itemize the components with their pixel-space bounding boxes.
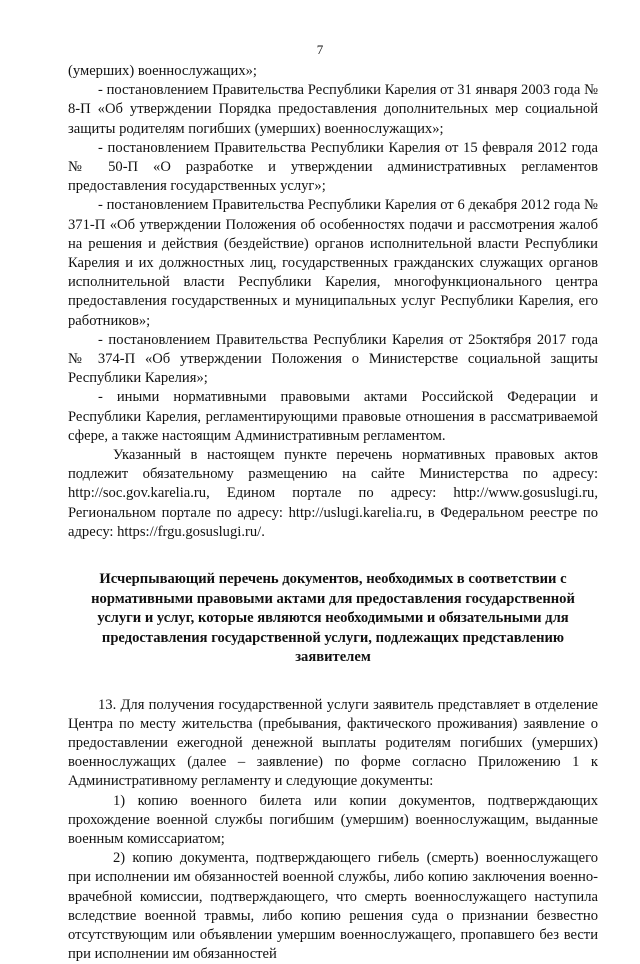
- list-item: 2) копию документа, подтверждающего гибель (смерть) военнослужащего при исполнении им обязанностей военной службы, либо копию заключения военно-врачебной комиссии, подтверждающего, что смерть военнослужащего наступила вследствие военной травмы, либо копию решения суда о признании безвестно отсутствующим или объявлении умершим военнослужащего, пропавшего без вести при исполнении им обязанностей: [68, 850, 598, 963]
- paragraph: - постановлением Правительства Республики Карелия от 15 февраля 2012 года № 50-П «О разработке и утверждении административных регламентов предоставления государственных услуг»;: [68, 139, 598, 195]
- list-item: 1) копию военного билета или копии документов, подтверждающих прохождение военной службы погибшим (умершим) военнослужащим, выданные военным комиссариатом;: [68, 792, 598, 847]
- paragraph: - постановлением Правительства Республики Карелия от 25октября 2017 года № 374-П «Об утверждении Положения о Министерстве социальной защиты Республики Карелия»;: [68, 331, 598, 387]
- paragraph: - иными нормативными правовыми актами Российской Федерации и Республики Карелия, регламентирующими правовые отношения в рассматриваемой сфере, а также настоящим Административным регламентом.: [68, 389, 598, 444]
- paragraph: 13. Для получения государственной услуги заявитель представляет в отделение Центра по месту жительства (пребывания, фактического проживания) заявление о предоставлении ежегодной денежной выплаты родителям погибших (умерших) военнослужащих (далее – заявление) по форме согласно Приложению 1 к Административному регламенту и следующие документы:: [68, 696, 598, 790]
- paragraph: Указанный в настоящем пункте перечень нормативных правовых актов подлежит обязательному размещению на сайте Министерства по адресу: http://soc.gov.karelia.ru, Едином портале по адресу: http://www.gosuslugi.ru, Региональном портале по адресу: http://uslugi.karelia.ru, в Федеральном реестре по адресу: https://frgu.gosuslugi.ru/.: [68, 447, 598, 540]
- document-body: [68, 62, 598, 964]
- paragraph: - постановлением Правительства Республики Карелия от 31 января 2003 года № 8-П «Об утверждении Порядка предоставления дополнительных мер социальной защиты родителям погибших (умерших) военнослужащих»;: [68, 82, 598, 137]
- paragraph: - постановлением Правительства Республики Карелия от 6 декабря 2012 года № 371-П «Об утверждении Положения об особенностях подачи и рассмотрения жалоб на решения и действия (бездействие) органов исполнительной власти Республики Карелия и их должностных лиц, государственных гражданских служащих органов исполнительной власти Республики Карелия, многофункционального центра предоставления государственных и муниципальных услуг Республики Карелия, его работников»;: [68, 197, 598, 329]
- section-heading: Исчерпывающий перечень документов, необходимых в соответствии с нормативными правовыми актами для предоставления государственной услуги и услуг, которые являются необходимыми и обязательными для предоставления государственной услуги, подлежащих представлению заявителем: [91, 571, 575, 666]
- page-number: 7: [316, 42, 324, 57]
- paragraph: (умерших) военнослужащих»;: [68, 63, 257, 79]
